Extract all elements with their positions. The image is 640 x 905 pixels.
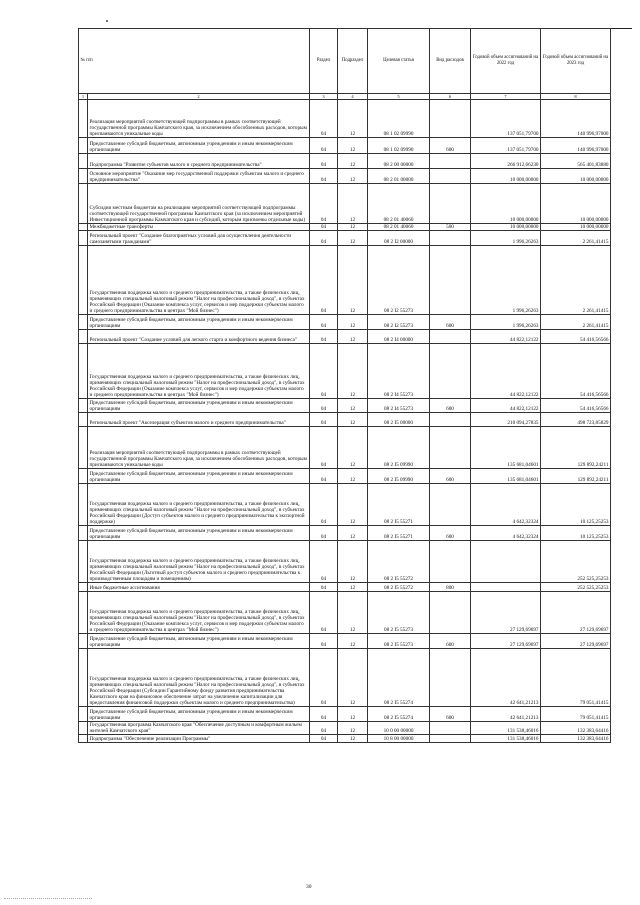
row-volume-2022-cell: 135 681,04601 — [471, 469, 541, 484]
row-target-article-cell: 08 2 I5 55273 — [368, 634, 430, 649]
row-volume-2022-cell: 44 822,12122 — [471, 330, 541, 344]
row-name-cell: Подпрограмма "Развитие субъектов малого и среднего предпринимательства" — [88, 154, 310, 169]
row-volume-2023-cell: 10 125,25253 — [541, 526, 611, 541]
row-volume-2023-cell: 252 525,25253 — [541, 583, 611, 592]
row-volume-2022-cell: 210 094,27835 — [471, 413, 541, 427]
row-target-article-cell: 08 2 I5 55271 — [368, 484, 430, 526]
row-name-cell: Основное мероприятие "Оказание мер государственной поддержки субъектам малого и среднего предпринимательства" — [88, 169, 310, 184]
row-target-article-cell: 08 2 I5 55274 — [368, 649, 430, 707]
header-number: № п/п — [79, 29, 310, 94]
row-podrazdel-cell: 12 — [338, 484, 368, 526]
table-row — [79, 138, 611, 154]
table-row — [79, 169, 611, 184]
row-expense-type-cell: 500 — [430, 224, 471, 231]
row-target-article-cell: 08 2 I2 55273 — [368, 246, 430, 315]
table-row — [79, 100, 611, 138]
row-expense-type-cell — [430, 154, 471, 169]
row-expense-type-cell — [430, 344, 471, 399]
row-target-article-cell: 08 2 I2 55273 — [368, 315, 430, 330]
row-volume-2022-cell: 44 822,12122 — [471, 344, 541, 399]
row-volume-2023-cell: 10 000,00000 — [541, 184, 611, 224]
row-number-cell — [79, 399, 88, 413]
row-volume-2022-cell: 131 538,46016 — [471, 722, 541, 735]
table-row — [79, 634, 611, 649]
table-row — [79, 592, 611, 634]
row-volume-2022-cell: 27 129,69697 — [471, 634, 541, 649]
row-name-cell: Предоставление субсидий бюджетным, автономным учреждениям и иным некоммерческим организациям — [88, 315, 310, 330]
row-volume-2023-cell: 498 723,85829 — [541, 413, 611, 427]
row-name-cell: Предоставление субсидий бюджетным, автономным учреждениям и иным некоммерческим организациям — [88, 707, 310, 722]
column-number: 8 — [541, 94, 611, 100]
table-header-row — [79, 29, 611, 94]
row-expense-type-cell — [430, 330, 471, 344]
row-podrazdel-cell: 12 — [338, 315, 368, 330]
row-razdel-cell: 04 — [310, 722, 338, 735]
row-razdel-cell: 04 — [310, 315, 338, 330]
row-podrazdel-cell: 12 — [338, 344, 368, 399]
row-number-cell — [79, 592, 88, 634]
row-number-cell — [79, 100, 88, 138]
row-volume-2023-cell: 565 401,83880 — [541, 154, 611, 169]
row-number-cell — [79, 541, 88, 583]
row-volume-2022-cell: 42 641,21213 — [471, 707, 541, 722]
row-volume-2023-cell: 132 383,64416 — [541, 735, 611, 743]
row-volume-2023-cell: 252 525,25253 — [541, 541, 611, 583]
row-razdel-cell: 04 — [310, 583, 338, 592]
row-expense-type-cell: 600 — [430, 315, 471, 330]
row-podrazdel-cell: 12 — [338, 541, 368, 583]
row-name-cell: Государственная поддержка малого и среднего предпринимательства, а также физических лиц, применяющих специальный налоговый режим "Налог на профессиональный доход", в субъектах Российской Федерации (Оказание комплекса услуг, сервисов и мер поддержки субъектам малого и среднего предпринимательства в центрах "Мой бизнес") — [88, 246, 310, 315]
row-razdel-cell: 04 — [310, 154, 338, 169]
row-podrazdel-cell: 12 — [338, 100, 368, 138]
row-target-article-cell: 08 2 I4 55273 — [368, 344, 430, 399]
table-row — [79, 330, 611, 344]
row-target-article-cell: 08 1 02 09990 — [368, 100, 430, 138]
row-volume-2023-cell: 54 416,56566 — [541, 399, 611, 413]
row-number-cell — [79, 526, 88, 541]
row-podrazdel-cell: 12 — [338, 154, 368, 169]
table-row — [79, 224, 611, 231]
row-name-cell: Региональный проект "Акселерация субъектов малого и среднего предпринимательства" — [88, 413, 310, 427]
row-number-cell — [79, 634, 88, 649]
row-target-article-cell: 08 2 I4 55273 — [368, 399, 430, 413]
row-volume-2022-cell: 10 000,00000 — [471, 184, 541, 224]
row-volume-2023-cell: 2 261,41415 — [541, 231, 611, 246]
row-razdel-cell: 04 — [310, 344, 338, 399]
row-name-cell: Реализация мероприятий соответствующей подпрограммы в рамках соответствующей государственной программы Камчатского края, за исключением обособленных расходов, которым присваиваются уникальные коды — [88, 427, 310, 469]
row-name-cell: Региональный проект "Создание благоприятных условий для осуществления деятельности самозанятыми гражданами" — [88, 231, 310, 246]
row-volume-2023-cell: 10 000,00000 — [541, 169, 611, 184]
header-expense-type: Вид расходов — [430, 29, 471, 94]
row-volume-2023-cell: 140 996,97000 — [541, 138, 611, 154]
row-number-cell — [79, 469, 88, 484]
row-podrazdel-cell: 12 — [338, 592, 368, 634]
row-name-cell: Государственная поддержка малого и среднего предпринимательства, а также физических лиц, применяющих специальный налоговый режим "Налог на профессиональный доход", в субъектах Российской Федерации (Льготный доступ субъектов малого и среднего предпринимательства к производственным площадям и помещениям) — [88, 541, 310, 583]
row-expense-type-cell: 600 — [430, 469, 471, 484]
row-expense-type-cell — [430, 484, 471, 526]
page-number: 30 — [306, 884, 312, 890]
row-target-article-cell: 10 0 00 00000 — [368, 722, 430, 735]
row-number-cell — [79, 649, 88, 707]
row-volume-2023-cell: 10 125,25253 — [541, 484, 611, 526]
row-expense-type-cell — [430, 169, 471, 184]
row-expense-type-cell — [430, 722, 471, 735]
row-name-cell: Государственная поддержка малого и среднего предпринимательства, а также физических лиц, применяющих специальный налоговый режим "Налог на профессиональный доход", в субъектах Российской Федерации (Субсидии Гарантийному фонду развития предпринимательства Камчатского края на финансовое обеспечение затрат на увеличение капитализации для предоставления финансовой поддержки субъектам малого и среднего предпринимательства) — [88, 649, 310, 707]
row-volume-2022-cell: 10 000,00000 — [471, 224, 541, 231]
row-podrazdel-cell: 12 — [338, 224, 368, 231]
row-name-cell: Субсидии местным бюджетам на реализацию мероприятий соответствующей подпрограммы соответствующей государственной программы Камчатского края (за исключением мероприятий Инвестиционной программы Камчатского края и субсидий, которым присвоены отдельные коды) — [88, 184, 310, 224]
row-expense-type-cell: 600 — [430, 138, 471, 154]
header-volume-2023: Годовой объем ассигнований на 2023 год — [541, 29, 611, 94]
row-number-cell — [79, 735, 88, 743]
table-row — [79, 735, 611, 743]
row-podrazdel-cell: 12 — [338, 469, 368, 484]
row-expense-type-cell — [430, 100, 471, 138]
row-razdel-cell: 04 — [310, 184, 338, 224]
row-name-cell: Предоставление субсидий бюджетным, автономным учреждениям и иным некоммерческим организациям — [88, 469, 310, 484]
row-target-article-cell: 08 2 I4 00000 — [368, 330, 430, 344]
row-target-article-cell: 08 2 I5 09990 — [368, 469, 430, 484]
column-number: 4 — [338, 94, 368, 100]
table-row — [79, 399, 611, 413]
row-volume-2023-cell: 129 892,24211 — [541, 469, 611, 484]
row-podrazdel-cell: 12 — [338, 634, 368, 649]
row-target-article-cell: 08 2 I5 00000 — [368, 413, 430, 427]
row-expense-type-cell — [430, 231, 471, 246]
row-target-article-cell: 08 2 I5 09990 — [368, 427, 430, 469]
row-name-cell: Государственная поддержка малого и среднего предпринимательства, а также физических лиц, применяющих специальный налоговый режим "Налог на профессиональный доход", в субъектах Российской Федерации (Оказание комплекса услуг, сервисов и мер поддержки субъектам малого и среднего предпринимательства в центрах "Мой бизнес") — [88, 592, 310, 634]
row-number-cell — [79, 315, 88, 330]
header-volume-2022: Годовой объем ассигнований на 2022 год — [471, 29, 541, 94]
row-podrazdel-cell: 12 — [338, 526, 368, 541]
row-razdel-cell: 04 — [310, 592, 338, 634]
row-volume-2023-cell: 27 129,69697 — [541, 592, 611, 634]
row-name-cell: Иные бюджетные ассигнования — [88, 583, 310, 592]
row-podrazdel-cell: 12 — [338, 649, 368, 707]
row-name-cell: Подпрограмма "Обеспечение реализации Программы" — [88, 735, 310, 743]
row-volume-2022-cell: 266 912,66230 — [471, 154, 541, 169]
row-number-cell — [79, 344, 88, 399]
column-number: 7 — [471, 94, 541, 100]
row-number-cell — [79, 722, 88, 735]
row-number-cell — [79, 224, 88, 231]
row-number-cell — [79, 246, 88, 315]
row-razdel-cell: 04 — [310, 399, 338, 413]
row-volume-2023-cell: 54 416,56566 — [541, 344, 611, 399]
row-volume-2022-cell: 44 822,12122 — [471, 399, 541, 413]
row-target-article-cell: 08 2 I5 55272 — [368, 583, 430, 592]
row-expense-type-cell — [430, 592, 471, 634]
row-razdel-cell: 04 — [310, 138, 338, 154]
table-row — [79, 484, 611, 526]
table-row — [79, 231, 611, 246]
table-row — [79, 315, 611, 330]
row-volume-2022-cell — [471, 583, 541, 592]
row-target-article-cell: 08 2 I5 55274 — [368, 707, 430, 722]
table-row — [79, 413, 611, 427]
row-volume-2022-cell: 10 000,00000 — [471, 169, 541, 184]
table-row — [79, 427, 611, 469]
row-number-cell — [79, 583, 88, 592]
row-podrazdel-cell: 12 — [338, 231, 368, 246]
row-expense-type-cell — [430, 184, 471, 224]
row-razdel-cell: 04 — [310, 246, 338, 315]
row-expense-type-cell — [430, 246, 471, 315]
row-number-cell — [79, 154, 88, 169]
row-volume-2022-cell: 1 996,26263 — [471, 246, 541, 315]
row-volume-2023-cell: 27 129,69697 — [541, 634, 611, 649]
row-razdel-cell: 04 — [310, 169, 338, 184]
row-volume-2022-cell: 137 051,79700 — [471, 100, 541, 138]
table-row — [79, 344, 611, 399]
row-razdel-cell: 04 — [310, 526, 338, 541]
row-volume-2023-cell: 2 261,41415 — [541, 246, 611, 315]
row-volume-2023-cell: 54 416,56566 — [541, 330, 611, 344]
row-podrazdel-cell: 12 — [338, 330, 368, 344]
header-podrazdel: Подраздел — [338, 29, 368, 94]
row-volume-2022-cell: 131 538,46016 — [471, 735, 541, 743]
column-number: 1 — [79, 94, 88, 100]
header-razdel: Раздел — [310, 29, 338, 94]
row-number-cell — [79, 184, 88, 224]
row-number-cell — [79, 330, 88, 344]
table-row — [79, 154, 611, 169]
row-volume-2023-cell: 79 051,41415 — [541, 649, 611, 707]
row-name-cell: Межбюджетные трансферты — [88, 224, 310, 231]
row-razdel-cell: 04 — [310, 469, 338, 484]
table-row — [79, 469, 611, 484]
row-razdel-cell: 04 — [310, 100, 338, 138]
row-volume-2022-cell: 1 996,26263 — [471, 231, 541, 246]
table-row — [79, 722, 611, 735]
row-podrazdel-cell: 12 — [338, 735, 368, 743]
row-razdel-cell: 04 — [310, 735, 338, 743]
row-volume-2023-cell: 2 261,41415 — [541, 315, 611, 330]
row-podrazdel-cell: 12 — [338, 169, 368, 184]
row-number-cell — [79, 707, 88, 722]
row-volume-2023-cell: 10 000,00000 — [541, 224, 611, 231]
row-podrazdel-cell: 12 — [338, 722, 368, 735]
row-podrazdel-cell: 12 — [338, 413, 368, 427]
scan-speck — [106, 20, 108, 22]
row-razdel-cell: 04 — [310, 413, 338, 427]
table-row — [79, 526, 611, 541]
row-name-cell: Государственная поддержка малого и среднего предпринимательства, а также физических лиц, применяющих специальный налоговый режим "Налог на профессиональный доход", в субъектах Российской Федерации (Доступ субъектов малого и среднего предпринимательства к экспортной поддержке) — [88, 484, 310, 526]
row-number-cell — [79, 484, 88, 526]
table-row — [79, 707, 611, 722]
row-volume-2023-cell: 129 892,24211 — [541, 427, 611, 469]
row-volume-2023-cell: 140 996,97000 — [541, 100, 611, 138]
column-number: 6 — [430, 94, 471, 100]
row-name-cell: Реализация мероприятий соответствующей подпрограммы в рамках соответствующей государственной программы Камчатского края, за исключением обособленных расходов, которым присваиваются уникальные коды — [88, 100, 310, 138]
row-target-article-cell: 08 2 01 00000 — [368, 169, 430, 184]
row-number-cell — [79, 231, 88, 246]
row-number-cell — [79, 138, 88, 154]
column-number: 3 — [310, 94, 338, 100]
row-volume-2022-cell: 27 129,69697 — [471, 592, 541, 634]
row-name-cell: Государственная программа Камчатского края "Обеспечение доступным и комфортным жильем жителей Камчатского края" — [88, 722, 310, 735]
row-target-article-cell: 10 8 00 00000 — [368, 735, 430, 743]
row-podrazdel-cell: 12 — [338, 246, 368, 315]
row-razdel-cell: 04 — [310, 330, 338, 344]
row-volume-2022-cell: 4 642,32324 — [471, 484, 541, 526]
row-number-cell — [79, 413, 88, 427]
row-podrazdel-cell: 12 — [338, 138, 368, 154]
row-target-article-cell: 08 2 I5 55271 — [368, 526, 430, 541]
row-podrazdel-cell: 12 — [338, 184, 368, 224]
row-razdel-cell: 04 — [310, 541, 338, 583]
row-number-cell — [79, 427, 88, 469]
row-name-cell: Предоставление субсидий бюджетным, автономным учреждениям и иным некоммерческим организациям — [88, 526, 310, 541]
table-row — [79, 184, 611, 224]
row-name-cell: Региональный проект "Создание условий для легкого старта и комфортного ведения бизнеса" — [88, 330, 310, 344]
table-row — [79, 246, 611, 315]
row-number-cell — [79, 169, 88, 184]
row-volume-2023-cell: 132 383,64416 — [541, 722, 611, 735]
row-target-article-cell: 08 2 01 40060 — [368, 184, 430, 224]
row-razdel-cell: 04 — [310, 231, 338, 246]
row-expense-type-cell: 600 — [430, 634, 471, 649]
table-row — [79, 649, 611, 707]
row-podrazdel-cell: 12 — [338, 399, 368, 413]
row-name-cell: Предоставление субсидий бюджетным, автономным учреждениям и иным некоммерческим организациям — [88, 399, 310, 413]
row-expense-type-cell: 600 — [430, 399, 471, 413]
row-podrazdel-cell: 12 — [338, 583, 368, 592]
row-volume-2022-cell — [471, 541, 541, 583]
row-podrazdel-cell: 12 — [338, 707, 368, 722]
row-razdel-cell: 04 — [310, 427, 338, 469]
row-volume-2022-cell: 1 996,26263 — [471, 315, 541, 330]
row-target-article-cell: 08 2 00 00000 — [368, 154, 430, 169]
row-volume-2023-cell: 79 051,41415 — [541, 707, 611, 722]
row-expense-type-cell — [430, 649, 471, 707]
row-target-article-cell: 08 2 01 40060 — [368, 224, 430, 231]
row-target-article-cell: 08 2 I2 00000 — [368, 231, 430, 246]
row-volume-2022-cell: 135 681,04601 — [471, 427, 541, 469]
footer-scan-mark — [4, 898, 92, 899]
row-target-article-cell: 08 1 02 09990 — [368, 138, 430, 154]
row-expense-type-cell — [430, 541, 471, 583]
row-podrazdel-cell: 12 — [338, 427, 368, 469]
row-expense-type-cell — [430, 427, 471, 469]
row-expense-type-cell: 600 — [430, 707, 471, 722]
table-body — [79, 100, 611, 743]
row-razdel-cell: 04 — [310, 634, 338, 649]
row-name-cell: Предоставление субсидий бюджетным, автономным учреждениям и иным некоммерческим организациям — [88, 138, 310, 154]
column-number: 5 — [368, 94, 430, 100]
row-volume-2022-cell: 137 051,79700 — [471, 138, 541, 154]
row-razdel-cell: 04 — [310, 484, 338, 526]
row-target-article-cell: 08 2 I5 55272 — [368, 541, 430, 583]
row-expense-type-cell — [430, 413, 471, 427]
header-target-article: Целевая статья — [368, 29, 430, 94]
table-row — [79, 583, 611, 592]
row-target-article-cell: 08 2 I5 55273 — [368, 592, 430, 634]
row-name-cell: Предоставление субсидий бюджетным, автономным учреждениям и иным некоммерческим организациям — [88, 634, 310, 649]
row-volume-2022-cell: 42 641,21213 — [471, 649, 541, 707]
row-expense-type-cell — [430, 735, 471, 743]
column-number: 2 — [88, 94, 310, 100]
table-row — [79, 541, 611, 583]
row-expense-type-cell: 800 — [430, 583, 471, 592]
row-expense-type-cell: 600 — [430, 526, 471, 541]
row-razdel-cell: 04 — [310, 224, 338, 231]
row-name-cell: Государственная поддержка малого и среднего предпринимательства, а также физических лиц, применяющих специальный налоговый режим "Налог на профессиональный доход", в субъектах Российской Федерации (Оказание комплекса услуг, сервисов и мер поддержки субъектам малого и среднего предпринимательства в центрах "Мой бизнес") — [88, 344, 310, 399]
budget-table — [78, 28, 611, 743]
row-razdel-cell: 04 — [310, 707, 338, 722]
row-volume-2022-cell: 4 642,32324 — [471, 526, 541, 541]
row-razdel-cell: 04 — [310, 649, 338, 707]
